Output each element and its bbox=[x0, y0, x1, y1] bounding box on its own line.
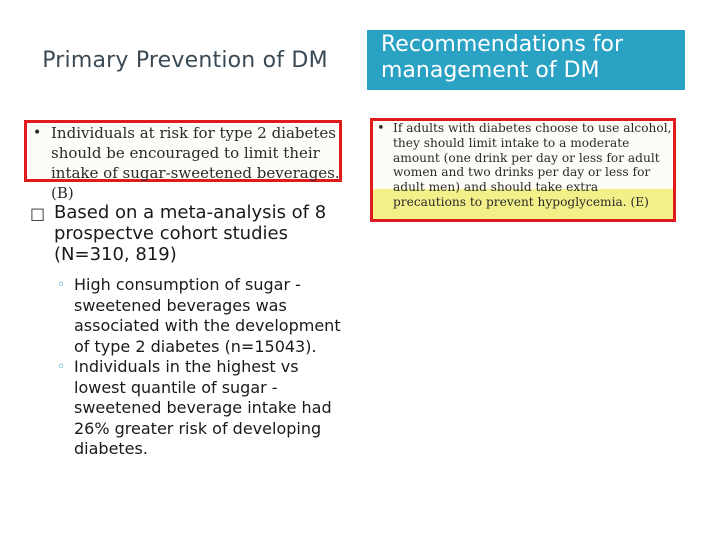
bullet-point bbox=[30, 202, 350, 265]
sub-bullet-text: High consumption of sugar -sweetened beverages was associated with the development of type 2 diabetes (n=15043). bbox=[74, 275, 341, 356]
ring-bullet-icon: ◦ bbox=[57, 277, 66, 293]
slide-body bbox=[30, 202, 350, 460]
guideline-excerpt-right bbox=[370, 118, 676, 222]
bullet-text: Based on a meta-analysis of 8 prospectve cohort studies (N=310, 819) bbox=[54, 202, 327, 265]
excerpt-text: Individuals at risk for type 2 diabetes should be encouraged to limit their intake of sugar-sweetened beverages. (B) bbox=[51, 124, 340, 202]
sub-bullet-text: Individuals in the highest vs lowest quantile of sugar -sweetened beverage intake had 26% greater risk of developing diabetes. bbox=[74, 357, 332, 458]
sub-bullet bbox=[30, 357, 350, 460]
slide-title-left: Primary Prevention of DM bbox=[42, 47, 328, 73]
guideline-excerpt-left bbox=[24, 120, 342, 202]
slide-title-right: Recommendations for management of DM bbox=[367, 30, 685, 90]
excerpt-text: If adults with diabetes choose to use alcohol, they should limit intake to a moderate amount (one drink per day or less for adult women and two drinks per day or less for adult men) and should take extra precautions to prevent hypoglycemia. (E) bbox=[393, 121, 672, 209]
ring-bullet-icon: ◦ bbox=[57, 359, 66, 375]
sub-bullet-list bbox=[30, 275, 350, 460]
bullet-icon: • bbox=[33, 125, 42, 141]
sub-bullet bbox=[30, 275, 350, 357]
square-bullet-icon: □ bbox=[30, 204, 46, 223]
bullet-icon: • bbox=[377, 121, 385, 136]
